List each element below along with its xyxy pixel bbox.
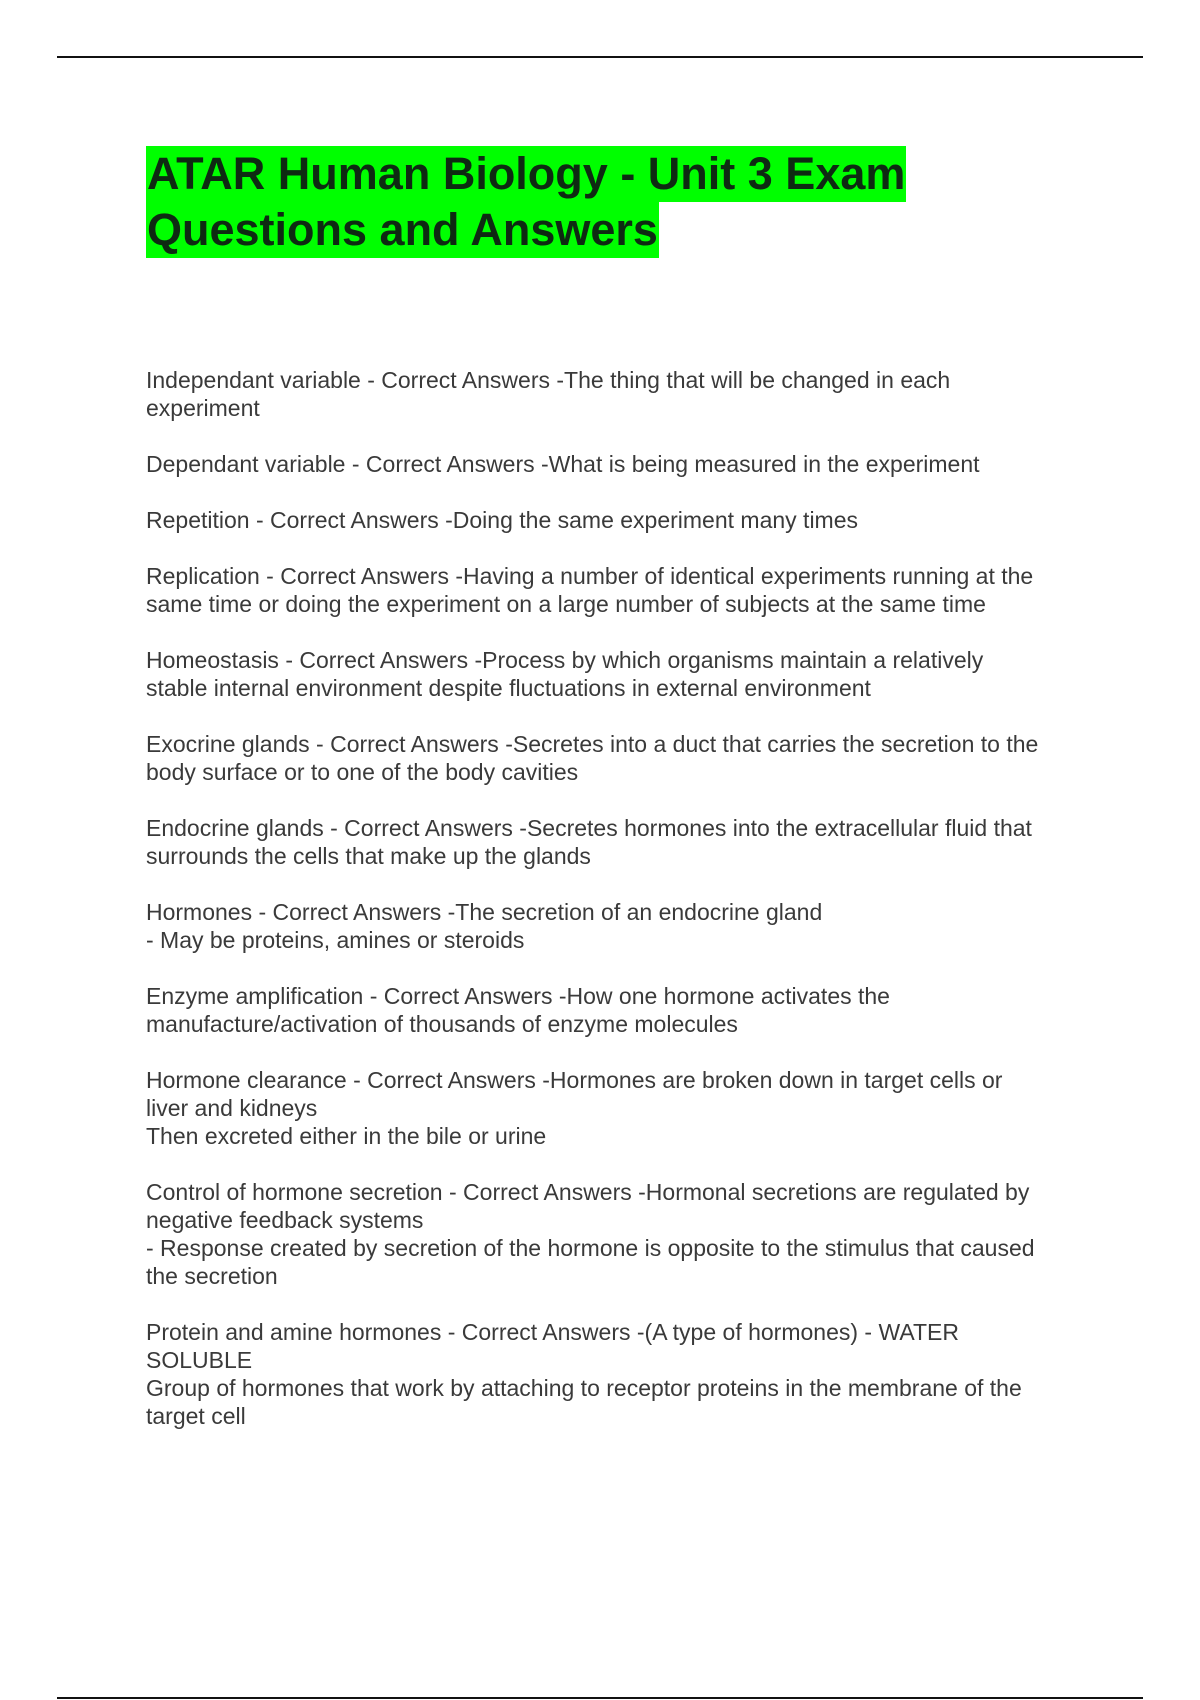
title-line-1: ATAR Human Biology - Unit 3 Exam: [146, 146, 906, 202]
qa-line: Control of hormone secretion - Correct Answers -Hormonal secretions are regulated by: [146, 1179, 1030, 1205]
qa-line: Then excreted either in the bile or urine: [146, 1123, 547, 1149]
qa-line: the secretion: [146, 1263, 278, 1289]
qa-item-homeostasis: [146, 646, 1096, 702]
qa-item-repetition: [146, 506, 1096, 534]
bottom-rule: [57, 1697, 1143, 1699]
qa-line: surrounds the cells that make up the glands: [146, 843, 591, 869]
qa-line: body surface or to one of the body cavities: [146, 759, 579, 785]
qa-list: [146, 366, 1096, 1458]
qa-line: Protein and amine hormones - Correct Answers -(A type of hormones) - WATER: [146, 1319, 959, 1345]
qa-item-dependant-variable: [146, 450, 1096, 478]
qa-line: stable internal environment despite fluctuations in external environment: [146, 675, 871, 701]
qa-line: Repetition - Correct Answers -Doing the same experiment many times: [146, 507, 859, 533]
qa-line: SOLUBLE: [146, 1347, 253, 1373]
document-title: [146, 146, 1046, 258]
qa-item-hormone-clearance: [146, 1066, 1096, 1150]
qa-item-endocrine-glands: [146, 814, 1096, 870]
qa-line: Independant variable - Correct Answers -The thing that will be changed in each: [146, 367, 951, 393]
qa-item-replication: [146, 562, 1096, 618]
qa-line: Exocrine glands - Correct Answers -Secretes into a duct that carries the secretion to the: [146, 731, 1039, 757]
qa-item-control-of-hormone-secretion: [146, 1178, 1096, 1290]
qa-line: experiment: [146, 395, 260, 421]
qa-line: Dependant variable - Correct Answers -What is being measured in the experiment: [146, 451, 980, 477]
qa-item-hormones: [146, 898, 1096, 954]
qa-line: manufacture/activation of thousands of enzyme molecules: [146, 1011, 738, 1037]
qa-item-exocrine-glands: [146, 730, 1096, 786]
qa-line: Enzyme amplification - Correct Answers -How one hormone activates the: [146, 983, 890, 1009]
qa-line: - May be proteins, amines or steroids: [146, 927, 525, 953]
qa-line: Endocrine glands - Correct Answers -Secretes hormones into the extracellular fluid that: [146, 815, 1032, 841]
qa-line: - Response created by secretion of the hormone is opposite to the stimulus that caused: [146, 1235, 1035, 1261]
qa-line: same time or doing the experiment on a large number of subjects at the same time: [146, 591, 986, 617]
qa-item-independant-variable: [146, 366, 1096, 422]
qa-line: Group of hormones that work by attaching to receptor proteins in the membrane of the: [146, 1375, 1022, 1401]
qa-line: negative feedback systems: [146, 1207, 424, 1233]
top-rule: [57, 56, 1143, 58]
qa-line: target cell: [146, 1403, 246, 1429]
qa-line: Replication - Correct Answers -Having a number of identical experiments running at the: [146, 563, 1034, 589]
qa-line: liver and kidneys: [146, 1095, 318, 1121]
qa-line: Hormones - Correct Answers -The secretion of an endocrine gland: [146, 899, 823, 925]
qa-item-enzyme-amplification: [146, 982, 1096, 1038]
qa-item-protein-and-amine-hormones: [146, 1318, 1096, 1430]
title-line-2: Questions and Answers: [146, 202, 659, 258]
qa-line: Hormone clearance - Correct Answers -Hormones are broken down in target cells or: [146, 1067, 1003, 1093]
qa-line: Homeostasis - Correct Answers -Process by which organisms maintain a relatively: [146, 647, 984, 673]
